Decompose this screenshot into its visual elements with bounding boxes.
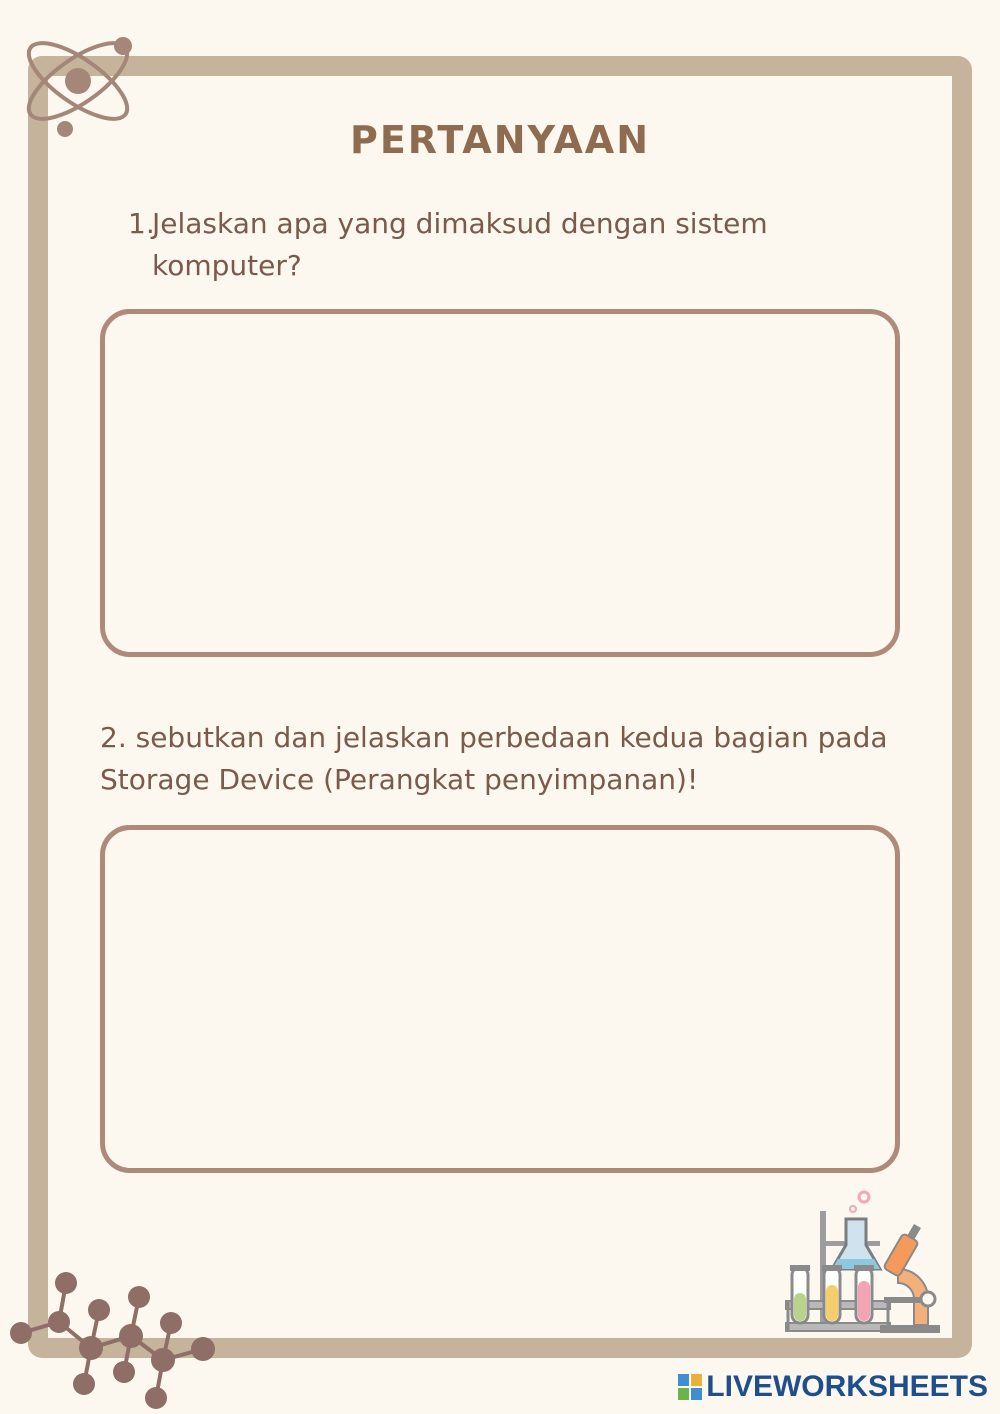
liveworksheets-branding bbox=[678, 1370, 988, 1404]
lab-equipment-icon bbox=[780, 1185, 945, 1335]
question-1-number: 1. bbox=[128, 207, 155, 240]
page-title: PERTANYAAN bbox=[349, 118, 651, 162]
molecule-icon bbox=[0, 1262, 230, 1414]
answer-box-2[interactable] bbox=[100, 825, 900, 1173]
question-2-text: 2. sebutkan dan jelaskan perbedaan kedua bagian pada Storage Device (Perangkat penyimpanan)! bbox=[100, 721, 888, 796]
question-1-text: Jelaskan apa yang dimaksud dengan sistem komputer? bbox=[152, 207, 768, 282]
question-1 bbox=[128, 203, 848, 287]
liveworksheets-text: LIVEWORKSHEETS bbox=[706, 1370, 988, 1403]
liveworksheets-logo-icon bbox=[678, 1374, 702, 1400]
answer-box-1[interactable] bbox=[100, 309, 900, 657]
